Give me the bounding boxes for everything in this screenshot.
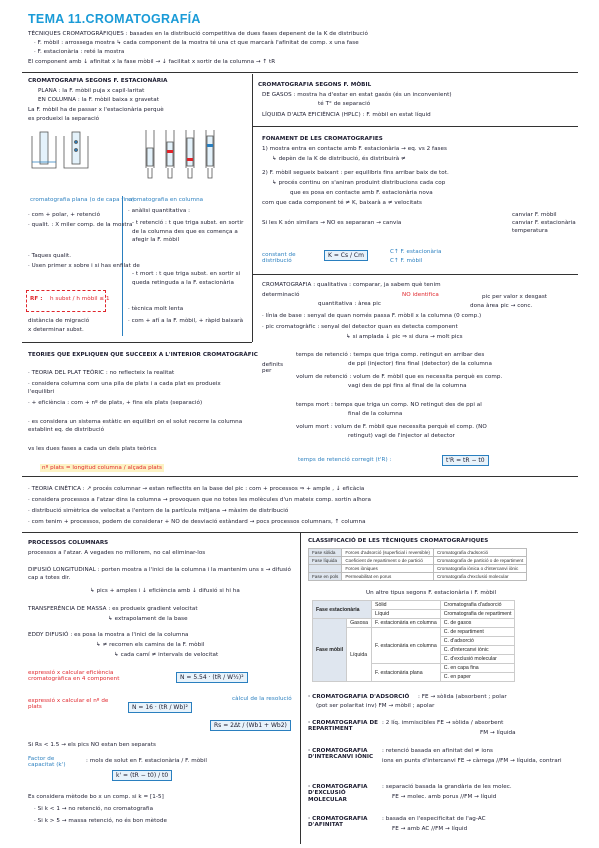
- processos-eddy-b: ↳ ≠ recorren els camins de la F. mòbil: [96, 642, 205, 648]
- fm-line-1: DE GASOS : mostra ha d'estar en estat gasós (és un inconvenient): [262, 92, 452, 98]
- col-point-1: · anàlisi quantitativa :: [128, 208, 191, 214]
- cualit-c1: temps de retenció : temps que triga comp. retingut en arribar des: [296, 352, 485, 358]
- fe-line-1: PLANA : la F. mòbil puja x capil·laritat: [38, 88, 145, 94]
- cualit-a3c: dona àrea pic → conc.: [470, 303, 533, 309]
- resolution-formula: Rs = 2Δt / (Wb1 + Wb2): [210, 720, 291, 731]
- rf-formula: h subst / h mòbil ≤ 1: [50, 296, 110, 302]
- table-cell: F. estacionària en columna: [372, 628, 441, 664]
- table-cell: Coeficient de repartiment o de partició: [342, 557, 434, 565]
- plates-eq: N = 16 · (tR / Wb)²: [128, 702, 192, 713]
- tr-label: temps de retenció corregit (t'R) :: [298, 457, 392, 463]
- table-cell: Cromatografia de partició o de repartiment: [433, 557, 526, 565]
- table-cell: Fase sòlida: [309, 549, 342, 557]
- processos-difusio: DIFUSIÓ LONGITUDINAL : porten mostra a l'inici de la columna i la mantenim uns s → difusió cap a totes dir.: [28, 567, 292, 582]
- table-cell: C. de gasos: [440, 619, 515, 628]
- divider: [22, 342, 252, 343]
- intro-line-1: TÈCNIQUES CROMATOGRÀFIQUES : basades en la distribució competitiva de dues fases depenent de la K de distribució: [28, 31, 368, 37]
- table-cell: Permeabilitat en porus: [342, 573, 434, 581]
- fm-heading: CROMATOGRAFIA SEGONS F. MÒBIL: [258, 82, 372, 88]
- processos-difusio-b: ↳ pics + amples i ↓ eficiència amb ↓ difusió si hi ha: [90, 588, 240, 594]
- capacity-note-1: Es considera mètode bo x un comp. si k = [1-5]: [28, 794, 164, 800]
- table-cell: F. estacionària plana: [372, 664, 441, 682]
- plana-point-3: · Taques qualit.: [28, 253, 72, 259]
- cualit-d2: volum mort : volum de F. mòbil que necessita perquè el comp. (NO: [296, 424, 487, 430]
- eff-formula: N = 5.54 · (tR / W½)²: [176, 672, 248, 683]
- table-cell: Forces d'adsorció (superficial i reversible): [342, 549, 434, 557]
- cualit-a2: determinació: [262, 292, 300, 298]
- chromatography-diagram: [28, 128, 248, 196]
- k-cm: C↑ F. mòbil: [390, 258, 423, 264]
- fonaments-line-7: Si les K són similars → NO es separaran → canvia: [262, 220, 402, 226]
- cualit-b3: ↳ si amplada ↓ pic ⇒ si dura → molt pics: [346, 334, 463, 340]
- table-cell: F. estacionària en columna: [372, 619, 441, 628]
- table-cell: Cromatografia de repartiment: [440, 610, 515, 619]
- teories-heading: TEORIES QUE EXPLIQUEN QUE SUCCEEIX A L'INTERIOR CROMATOGRÀFIC: [28, 352, 258, 358]
- divider: [22, 72, 578, 73]
- fonaments-line-5: que es posa en contacte amb F. estacionària nova: [290, 190, 433, 196]
- plana-point-4: · Usen primer x sobre i si has enfilat de: [28, 263, 140, 269]
- table-cell: C. en capa fina: [440, 664, 515, 673]
- capacity-desc: : mols de solut en F. estacionària / F. mòbil: [86, 758, 207, 764]
- type-repartiment-desc2: FM → líquida: [480, 730, 516, 736]
- eff-label: expressió x calcular eficiència cromatogràfica en 4 component: [28, 670, 120, 683]
- table-cell: C. d'adsorció: [440, 637, 515, 646]
- cinetica-line-2: · considera processos a l'atzar dins la columna → provoquen que no totes les molècules d'un mateix comp. sortin alhora: [28, 497, 371, 503]
- cualit-b2: · pic cromatogràfic : senyal del detector quan es detecta component: [262, 324, 458, 330]
- type-repartiment-desc: : 2 líq. immiscibles FE → sòlida / absorbent: [382, 720, 504, 726]
- fonaments-heading: FONAMENT DE LES CROMATOGRAFIES: [262, 136, 383, 142]
- type-exclusio: · CROMATOGRAFIA D'EXCLUSIÓ MOLECULAR: [308, 784, 368, 803]
- table-cell: Fase estacionària: [313, 601, 372, 619]
- col-point-3: - t mort : t que triga subst. en sortir si queda retinguda a la F. estacionària: [132, 271, 241, 286]
- fonaments-line-2: ↳ depèn de la K de distribució, és distribuirà ≠: [272, 156, 406, 162]
- plates-label: expressió x calcular el nº de plats: [28, 698, 109, 711]
- table-cell: Líquida: [347, 628, 372, 682]
- teories-line-1: · TEORIA DEL PLAT TEÒRIC : no reflecteix la realitat: [28, 370, 175, 376]
- cualit-c2b: vagi des de ppi fins al final de la columna: [348, 383, 467, 389]
- type-afinitat: · CROMATOGRAFIA D'AFINITAT: [308, 816, 368, 829]
- fonaments-line-1: 1) mostra entra en contacte amb F. estacionària → eq. vs 2 fases: [262, 146, 447, 152]
- caption-plana: cromatografia plana (o de capa fina): [30, 197, 135, 203]
- type-exclusio-desc: : separació basada la grandària de les molec.: [382, 784, 512, 790]
- capacity-note-2: · Si k < 1 → no retenció, no cromatografia: [34, 806, 154, 812]
- k-formula: K = Cs / Cm: [324, 250, 368, 261]
- caption-columna: cromatografia en columna: [128, 197, 204, 203]
- table-cell: Líquid: [372, 610, 441, 619]
- plates-formula: nº plats = longitud columna / alçada plats: [42, 465, 162, 471]
- fonaments-option-1: canviar F. mòbil: [512, 212, 557, 218]
- fe-heading: CROMATOGRAFIA SEGONS F. ESTACIONÀRIA: [28, 78, 168, 84]
- classif-table: [308, 548, 527, 581]
- type-afinitat-desc2: FE → amb AC //FM → líquid: [392, 826, 468, 832]
- plana-point-2: · qualit. : X miler comp. de la mostra: [28, 222, 133, 228]
- divider: [22, 476, 578, 477]
- fm-line-3: LÍQUIDA D'ALTA EFICIÈNCIA (HPLC) : F. mòbil en estat líquid: [262, 112, 431, 118]
- table-cell: C. d'exclusió molecular: [440, 655, 515, 664]
- processos-transf: TRANSFERÈNCIA DE MASSA : es produeix gradient velocitat: [28, 606, 198, 612]
- plana-point-5: distància de migració: [28, 318, 90, 324]
- fonaments-line-6: com que cada component té ≠ K, baixarà a ≠ velocitats: [262, 200, 423, 206]
- cualit-a3: quantitativa : àrea pic: [318, 301, 381, 307]
- fe-line-3: La F. mòbil ha de passar x l'estacionària perquè: [28, 107, 164, 113]
- cinetica-line-3: · distribució simètrica de velocitat a l'entorn de la partícula mitjana → màxim de distribució: [28, 508, 289, 514]
- divider: [252, 274, 578, 275]
- type-ionic-desc2: ions en punts d'intercanvi FE → càrrega //FM → líquida, contrari: [382, 758, 562, 764]
- table-cell: Forces iòniques: [342, 565, 434, 573]
- table-row: [313, 619, 515, 628]
- intro-line-2: · F. mòbil : arrossega mostra ↳ cada component de la mostra té una ct que marcarà l'afinitat de comp. x una fase: [34, 40, 359, 46]
- cinetica-line-4: · com tenim + processos, podem de considerar + NO de desviació estàndard → pocs processos columnars, ↑ columna: [28, 519, 366, 525]
- cualit-a1: CROMATOGRAFIA : qualitativa : comparar, ja sabem què tenim: [262, 282, 441, 288]
- table-row: [309, 573, 527, 581]
- plana-point-6: x determinar subst.: [28, 327, 84, 333]
- k-label: constant de distribució: [262, 252, 296, 265]
- section-divider-v: [252, 74, 253, 342]
- plana-point-1: · com + polar, + retenció: [28, 212, 101, 218]
- type-ionic-desc: : retenció basada en afinitat del ≠ ions: [382, 748, 494, 754]
- cualit-d1b: final de la columna: [348, 411, 403, 417]
- type-adsorcio-desc: : FE → sòlida (absorbent ; polar: [418, 694, 507, 700]
- table-cell: Cromatografia d'adsorció: [440, 601, 515, 610]
- table-row: [313, 601, 515, 610]
- processos-eddy-c: ↳ cada camí ≠ intervals de velocitat: [114, 652, 219, 658]
- table-cell: C. en paper: [440, 673, 515, 682]
- table-row: [309, 549, 527, 557]
- tr-formula: t'R = tR − t0: [442, 455, 489, 466]
- type-afinitat-desc: : basada en l'especificitat de l'ag-AC: [382, 816, 486, 822]
- resolution-note: Si Rs < 1.5 → els pics NO estan ben separats: [28, 742, 156, 748]
- intro-line-4: El component amb ↓ afinitat x la fase mòbil → ↓ facilitat x sortir de la columna → ↑ tR: [28, 59, 276, 65]
- cualit-b1: · línia de base : senyal de quan només passa F. mòbil x la columna (0 comp.): [262, 313, 482, 319]
- table-cell: Fase mòbil: [313, 619, 347, 682]
- cualit-d2b: retingut) vagi de l'injector al detector: [348, 433, 455, 439]
- table-cell: Cromatografia d'exclusió molecular: [433, 573, 526, 581]
- divider: [252, 126, 578, 127]
- phases-table: [312, 600, 515, 682]
- type-repartiment: · CROMATOGRAFIA DE REPARTIMENT: [308, 720, 379, 733]
- def-label: definits per: [262, 362, 284, 375]
- table-cell: C. de repartiment: [440, 628, 515, 637]
- processos-heading: PROCESSOS COLUMNARS: [28, 540, 109, 546]
- teories-line-2: · considera columna com una pila de plats i a cada plat es produeix l'equilibri: [28, 381, 221, 396]
- cualit-a3b: pic per valor x desgast: [482, 294, 548, 300]
- intro-line-3: · F. estacionària : reté la mostra: [34, 49, 125, 55]
- col-point-5: · com + afí a la F. mòbil, + ràpid baixarà: [128, 318, 244, 324]
- col-point-2: - t retenció : t que triga subst. en sortir de la columna des que es comença a afegir la F. mòbil: [132, 220, 244, 244]
- table-row: [309, 557, 527, 565]
- table-cell: Cromatografia iònica o d'intercanvi iònic: [433, 565, 526, 573]
- fonaments-line-3: 2) F. mòbil segueix baixant : per equilibris fins arribar baix de tot.: [262, 170, 449, 176]
- teories-line-5: vs les dues fases a cada un dels plats teòrics: [28, 446, 157, 452]
- page-title: TEMA 11.CROMATOGRAFÍA: [28, 12, 201, 26]
- type-adsorcio: · CROMATOGRAFIA D'ADSORCIÓ: [308, 694, 410, 700]
- processos-transf-b: ↳ extrapolament de la base: [108, 616, 188, 622]
- table-cell: [309, 565, 342, 573]
- type-adsorcio-desc2: (pot ser polaritat inv) FM → mòbil ; apolar: [316, 703, 435, 709]
- table-cell: Fase líquida: [309, 557, 342, 565]
- resolution-label: càlcul de la resolució: [232, 696, 292, 702]
- cualit-c2: volum de retenció : volum de F. mòbil que es necessita perquè es comp.: [296, 374, 503, 380]
- capacity-note-3: · Si k > 5 → massa retenció, no és bon mètode: [34, 818, 167, 824]
- processos-intro: processos a l'atzar. A vegades no millorem, no cal eliminar-los: [28, 550, 206, 556]
- table-cell: Fase en pols: [309, 573, 342, 581]
- col-point-4: · tècnica molt lenta: [128, 306, 184, 312]
- cualit-a2b: NO identifica: [402, 292, 439, 298]
- teories-line-4: · es considera un sistema estàtic en equilibri on el solut recorre la columna establint eq. de distribució: [28, 419, 243, 434]
- type-exclusio-desc2: FE → molec. amb porus //FM → líquid: [392, 794, 497, 800]
- table-row: [309, 565, 527, 573]
- classif-heading: CLASSIFICACIÓ DE LES TÈCNIQUES CROMATOGRÀFIQUES: [308, 538, 489, 544]
- fonaments-line-4: ↳ procés continu on s'aniran produint distribucions cada cop: [272, 180, 446, 186]
- other-types: Un altre tipus segons F. estacionària i F. mòbil: [366, 590, 497, 596]
- table-cell: Sòlid: [372, 601, 441, 610]
- fm-line-2: té T° de separació: [318, 101, 371, 107]
- capacity-label: Factor de capacitat (k'): [28, 756, 66, 769]
- fonaments-option-2: canviar F. estacionària: [512, 220, 576, 226]
- capacity-formula: k' = (tR − t0) / t0: [112, 770, 172, 781]
- type-ionic: · CROMATOGRAFIA D'INTERCANVI IÒNIC: [308, 748, 374, 761]
- cinetica-line-1: · TEORIA CINÈTICA : ↗ procés columnar → estan reflectits en la base del pic : com + processos ⇒ + ample , ↓ eficàcia: [28, 486, 365, 492]
- processos-eddy: EDDY DIFUSIÓ : es posa la mostra a l'inici de la columna: [28, 632, 189, 638]
- section-divider-v: [300, 532, 301, 844]
- teories-line-3: · + eficiència : com + nº de plats, + fins els plats (separació): [28, 400, 203, 406]
- table-cell: Cromatografia d'adsorció: [433, 549, 526, 557]
- fe-line-4: es produeixi la separació: [28, 116, 100, 122]
- fonaments-option-3: temperatura: [512, 228, 548, 234]
- rf-label: RF :: [30, 296, 43, 302]
- k-cs: C↑ F. estacionària: [390, 249, 442, 255]
- table-cell: Gasosa: [347, 619, 372, 628]
- table-cell: C. d'intercanvi iònic: [440, 646, 515, 655]
- fe-line-2: EN COLUMNA : la F. mòbil baixa x gravetat: [38, 97, 159, 103]
- cualit-d1: temps mort : temps que triga un comp. NO retingut des de ppi al: [296, 402, 482, 408]
- cualit-c1b: de ppi (injector) fins final (detector) de la columna: [348, 361, 492, 367]
